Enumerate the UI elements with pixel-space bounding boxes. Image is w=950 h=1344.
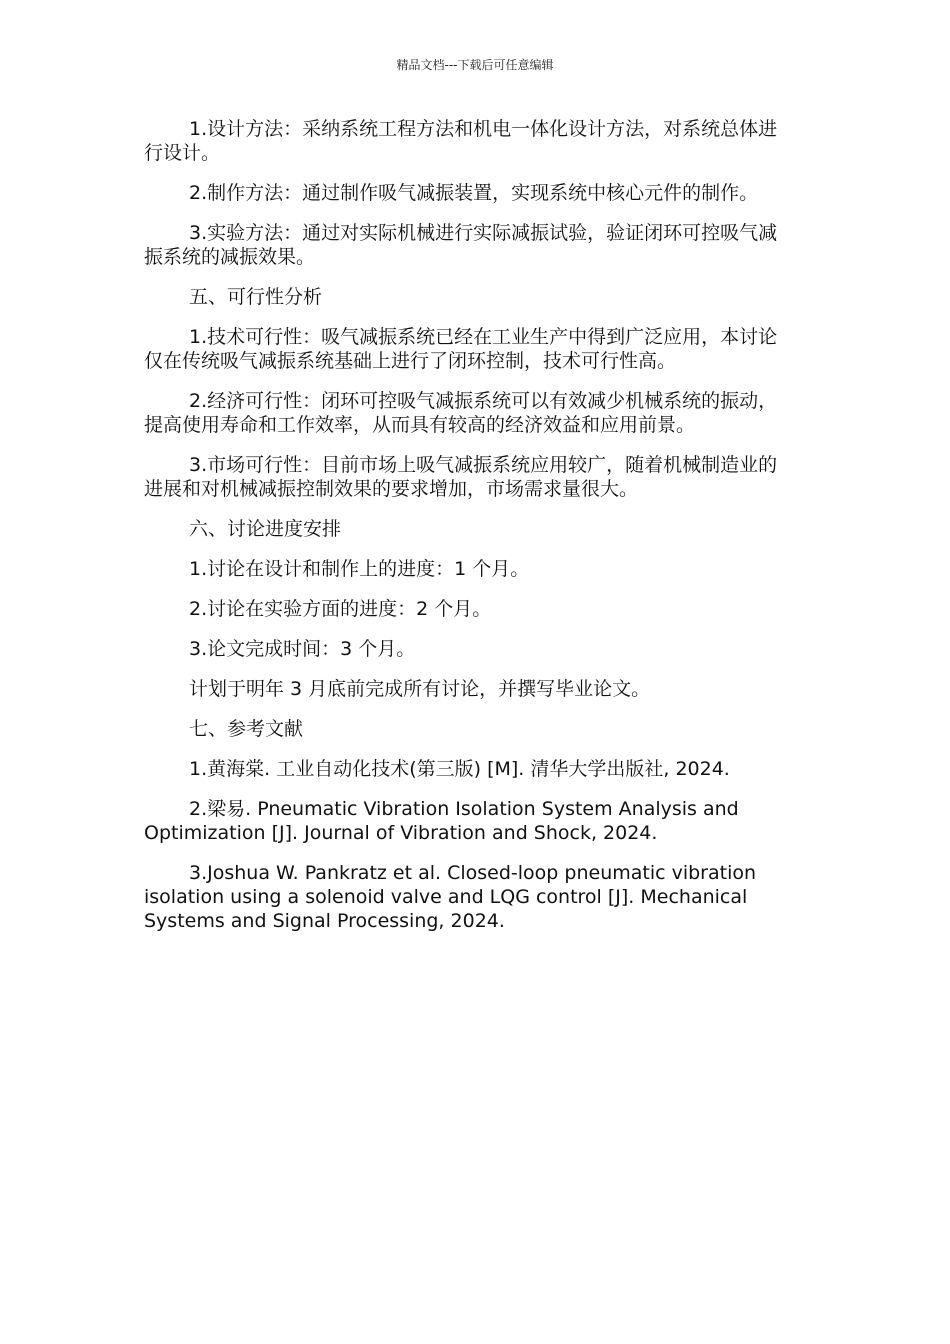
paragraph-technical-feasibility: 1.技术可行性：吸气减振系统已经在工业生产中得到广泛应用，本讨论仅在传统吸气减振系统基础上进行了闭环控制，技术可行性高。 [144,326,778,372]
schedule-item-experiment: 2.讨论在实验方面的进度：2 个月。 [189,598,492,620]
paragraph-production-method: 2.制作方法：通过制作吸气减振装置，实现系统中核心元件的制作。 [189,182,759,204]
section-heading-feasibility: 五、可行性分析 [189,286,323,308]
paragraph-market-feasibility: 3.市场可行性：目前市场上吸气减振系统应用较广，随着机械制造业的进展和对机械减振控制效果的要求增加，市场需求量很大。 [144,454,778,500]
paragraph-experiment-method: 3.实验方法：通过对实际机械进行实际减振试验，验证闭环可控吸气减振系统的减振效果。 [144,222,778,268]
section-heading-references: 七、参考文献 [189,718,304,740]
reference-item-3: 3.Joshua W. Pankratz et al. Closed-loop pneumatic vibration isolation using a solenoid valve and LQG control [J]. Mechanical Systems and Signal Processing, 2024. [144,862,757,932]
paragraph-design-method: 1.设计方法：采纳系统工程方法和机电一体化设计方法，对系统总体进行设计。 [144,118,778,164]
section-heading-schedule: 六、讨论进度安排 [189,518,342,540]
reference-item-1: 1.黄海棠. 工业自动化技术(第三版) [M]. 清华大学出版社, 2024. [189,758,730,780]
page-header: 精品文档---下载后可任意编辑 [396,58,554,72]
schedule-item-design: 1.讨论在设计和制作上的进度：1 个月。 [189,558,530,580]
paragraph-plan: 计划于明年 3 月底前完成所有讨论，并撰写毕业论文。 [189,678,651,700]
paragraph-economic-feasibility: 2.经济可行性：闭环可控吸气减振系统可以有效减少机械系统的振动，提高使用寿命和工作效率，从而具有较高的经济效益和应用前景。 [144,390,778,436]
reference-item-2: 2.梁易. Pneumatic Vibration Isolation System Analysis and Optimization [J]. Journal of Vibration and Shock, 2024. [144,798,739,844]
schedule-item-thesis: 3.论文完成时间：3 个月。 [189,638,416,660]
document-body [144,117,794,949]
